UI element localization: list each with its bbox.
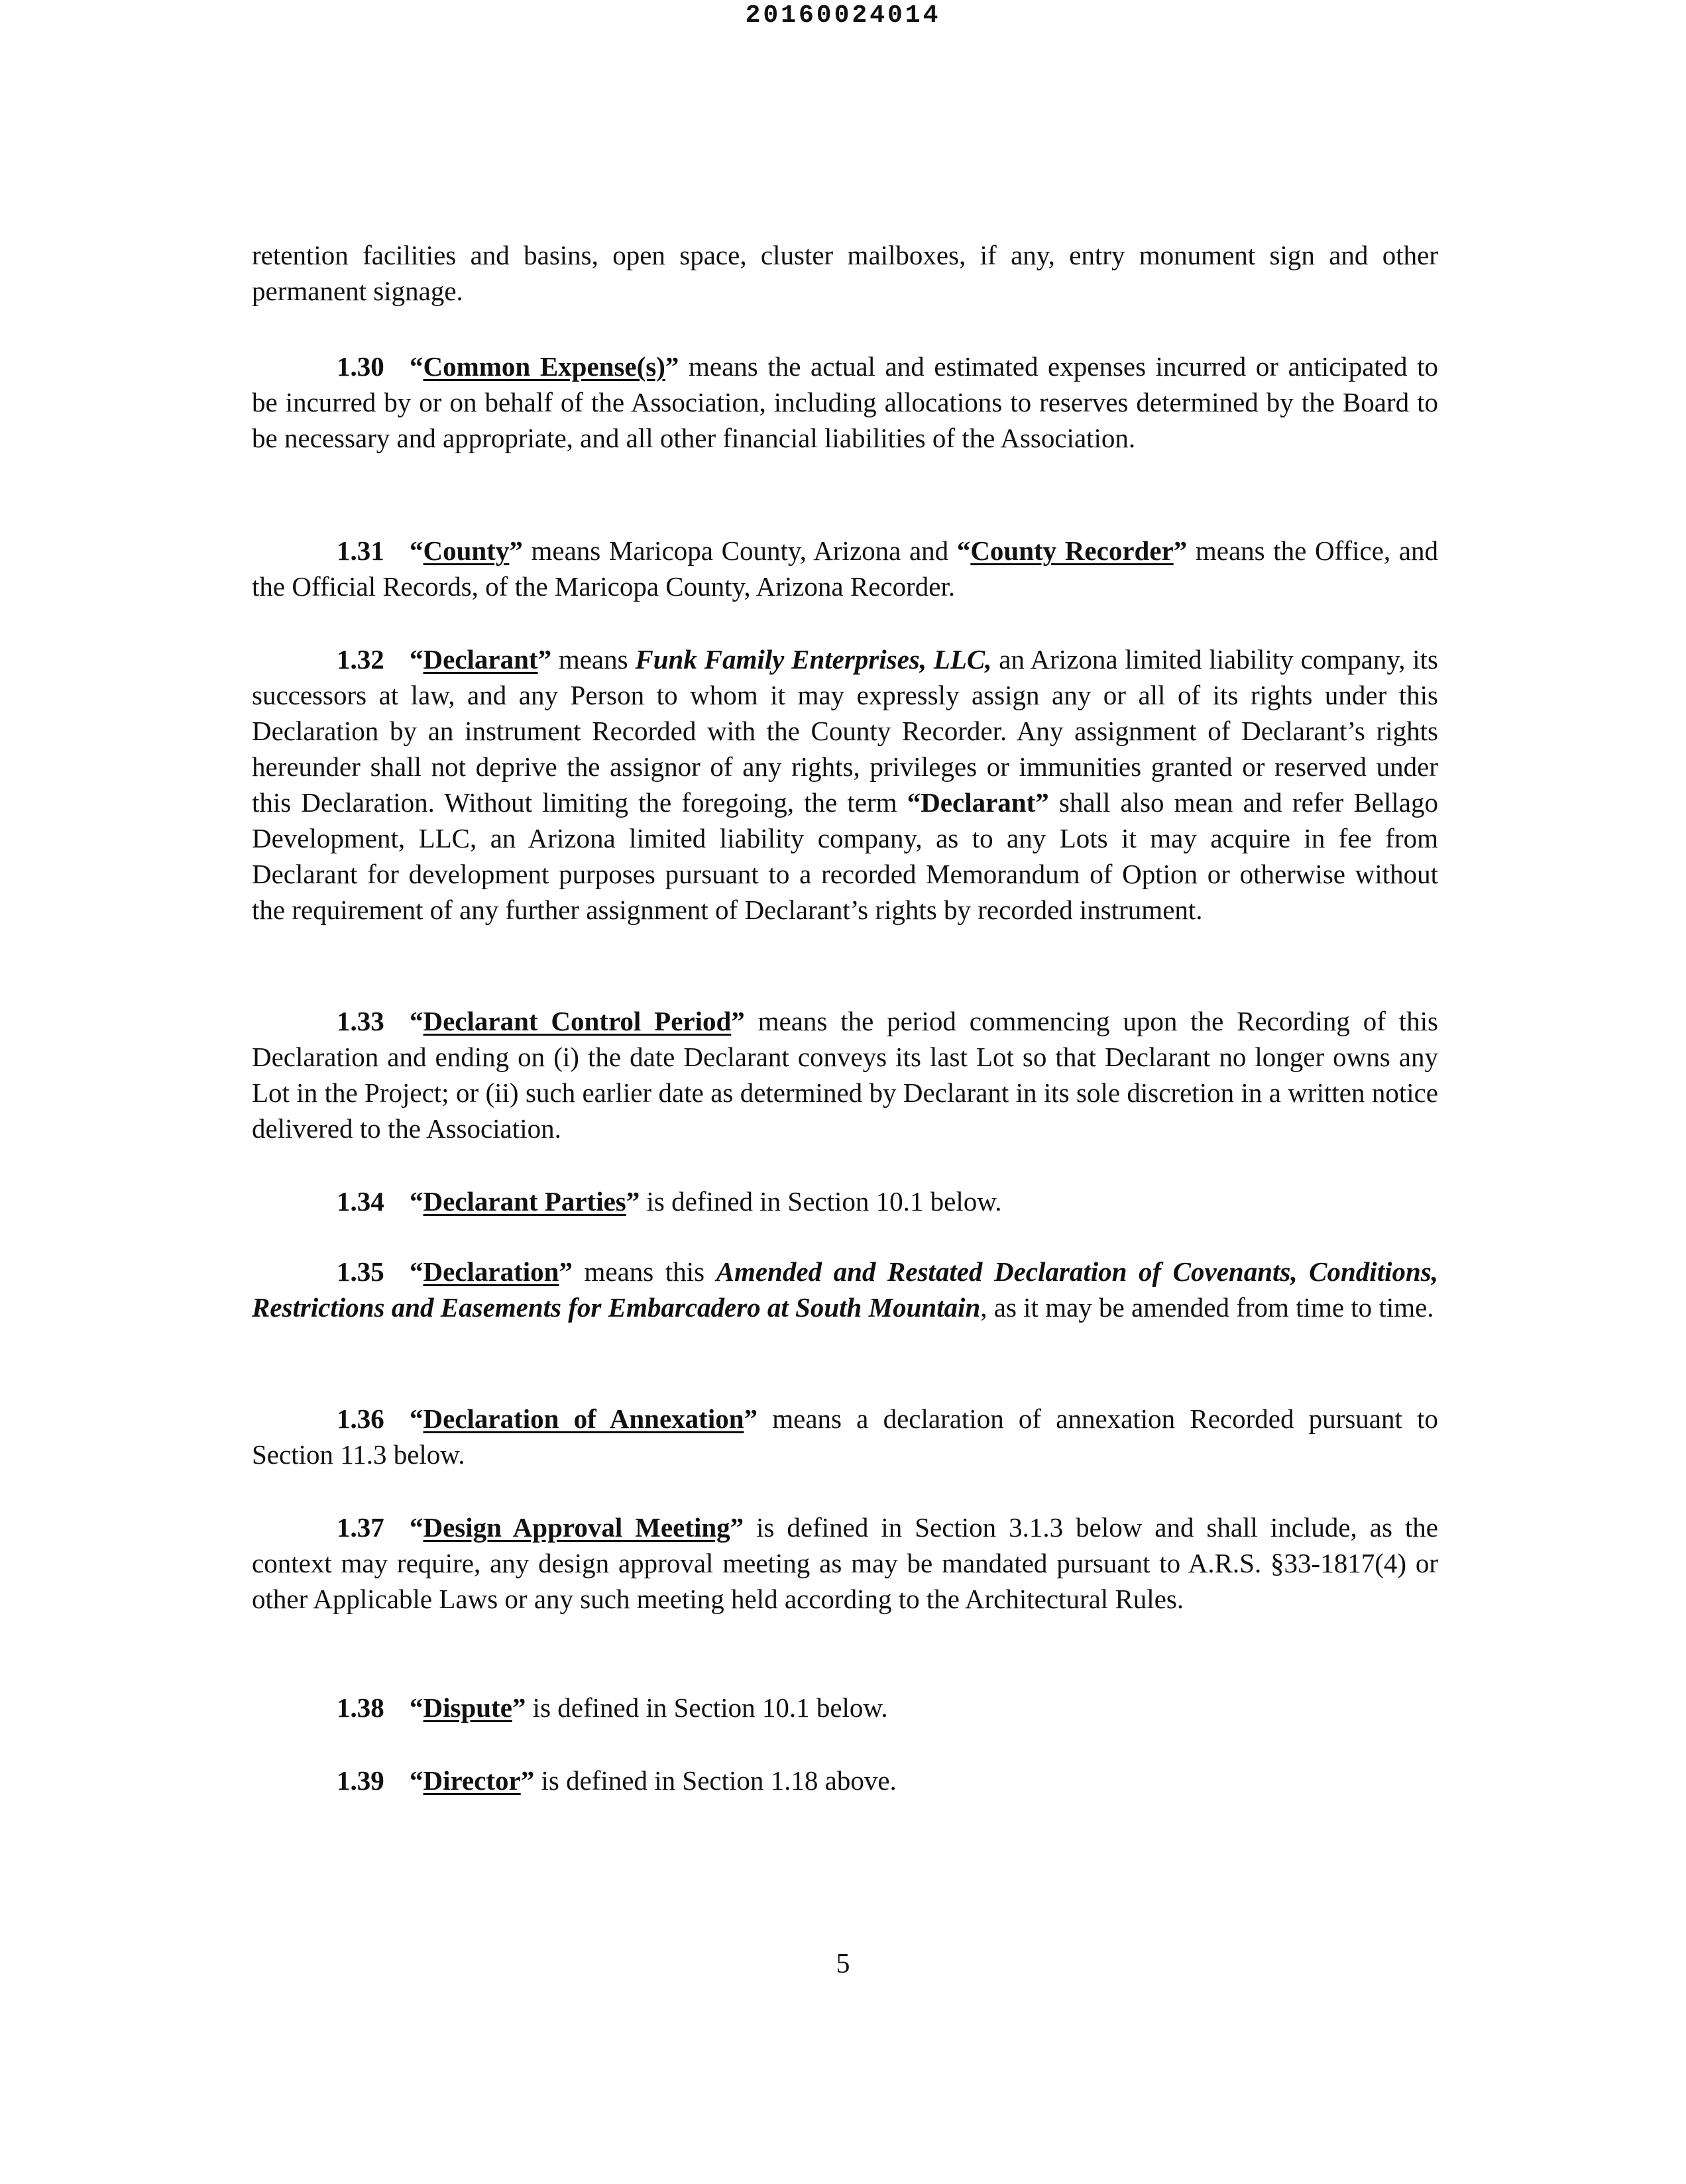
section-1-35 [252, 1254, 1438, 1325]
section-number: 1.37 [337, 1512, 384, 1543]
section-text: means the actual and estimated expenses incurred or anticipated to be incurred by or on behalf of the Association, including allocations to reserves determined by the Board to be necessary and appropriate, and all other financial liabilities of the Association. [252, 351, 1438, 453]
section-text: is defined in Section 3.1.3 below and shall include, as the context may require, any design approval meeting as may be mandated pursuant to A.R.S. §33-1817(4) or other Applicable Laws or any such meeting held according to the Architectural Rules. [252, 1512, 1438, 1614]
section-number: 1.33 [337, 1006, 384, 1036]
page-number: 5 [836, 1949, 850, 1979]
section-text-2: means the Office, and the Official Records, of the Maricopa County, Arizona Recorder. [252, 535, 1438, 602]
defined-term-2: “County Recorder” [956, 535, 1188, 566]
section-text: means [551, 644, 636, 675]
defined-term: “Common Expense(s)” [410, 351, 679, 382]
defined-term-2: “Declarant” [907, 787, 1049, 818]
section-text: means Maricopa County, Arizona and [522, 535, 957, 566]
section-text-2: an Arizona limited liability company, its successors at law, and any Person to whom it may expressly assign any or all of its rights under this Declaration by an instrument Recorded with the County Recorder. Any assignment of Declarant’s rights hereunder shall not deprive the assignor of any rights, privileges or immunities granted or reserved under this Declaration. Without limiting the foregoing, the term [252, 644, 1438, 818]
defined-term: “Declarant Parties” [410, 1186, 640, 1217]
intro-text: retention facilities and basins, open space, cluster mailboxes, if any, entry monument sign and other permanent signage. [252, 240, 1438, 306]
document-title: Amended and Restated Declaration of Covenants, Conditions, Restrictions and Easements for Embarcadero at South Mountain [252, 1256, 1438, 1323]
section-text-2: , as it may be amended from time to time. [980, 1292, 1434, 1323]
section-number: 1.35 [337, 1256, 384, 1287]
section-text: means the period commencing upon the Recording of this Declaration and ending on (i) the date Declarant conveys its last Lot so that Declarant no longer owns any Lot in the Project; or (ii) such earlier date as determined by Declarant in its sole discretion in a written notice delivered to the Association. [252, 1006, 1438, 1144]
document-number: 20160024014 [745, 1, 941, 30]
section-1-39 [252, 1763, 1438, 1798]
section-number: 1.30 [337, 351, 384, 382]
section-text: is defined in Section 10.1 below. [640, 1186, 1002, 1217]
section-text: is defined in Section 1.18 above. [534, 1765, 897, 1796]
defined-term: “Design Approval Meeting” [410, 1512, 744, 1543]
entity-name: Funk Family Enterprises, LLC, [635, 644, 992, 675]
intro-paragraph [252, 237, 1438, 309]
section-number: 1.38 [337, 1692, 384, 1723]
section-number: 1.36 [337, 1403, 384, 1434]
defined-term: “Declaration of Annexation” [410, 1403, 758, 1434]
section-1-30 [252, 349, 1438, 456]
section-text: means this [572, 1256, 716, 1287]
defined-term: “Director” [410, 1765, 535, 1796]
section-text-3: shall also mean and refer Bellago Development, LLC, an Arizona limited liability company, as to any Lots it may acquire in fee from Declarant for development purposes pursuant to a recorded Memorandum of Option or otherwise without the requirement of any further assignment of Declarant’s rights by recorded instrument. [252, 787, 1438, 925]
section-number: 1.34 [337, 1186, 384, 1217]
section-1-34 [252, 1183, 1438, 1219]
section-1-31 [252, 533, 1438, 604]
section-text: means a declaration of annexation Recorded pursuant to Section 11.3 below. [252, 1403, 1438, 1470]
section-number: 1.39 [337, 1765, 384, 1796]
defined-term: “Dispute” [410, 1692, 526, 1723]
section-number: 1.32 [337, 644, 384, 675]
section-number: 1.31 [337, 535, 384, 566]
section-text: is defined in Section 10.1 below. [526, 1692, 888, 1723]
section-1-36 [252, 1401, 1438, 1472]
defined-term: “Declarant” [410, 644, 552, 675]
section-1-32 [252, 641, 1438, 928]
section-1-33 [252, 1003, 1438, 1146]
section-1-37 [252, 1509, 1438, 1617]
defined-term: “Declarant Control Period” [410, 1006, 745, 1036]
defined-term: “Declaration” [410, 1256, 573, 1287]
section-1-38 [252, 1690, 1438, 1725]
defined-term: “County” [410, 535, 523, 566]
